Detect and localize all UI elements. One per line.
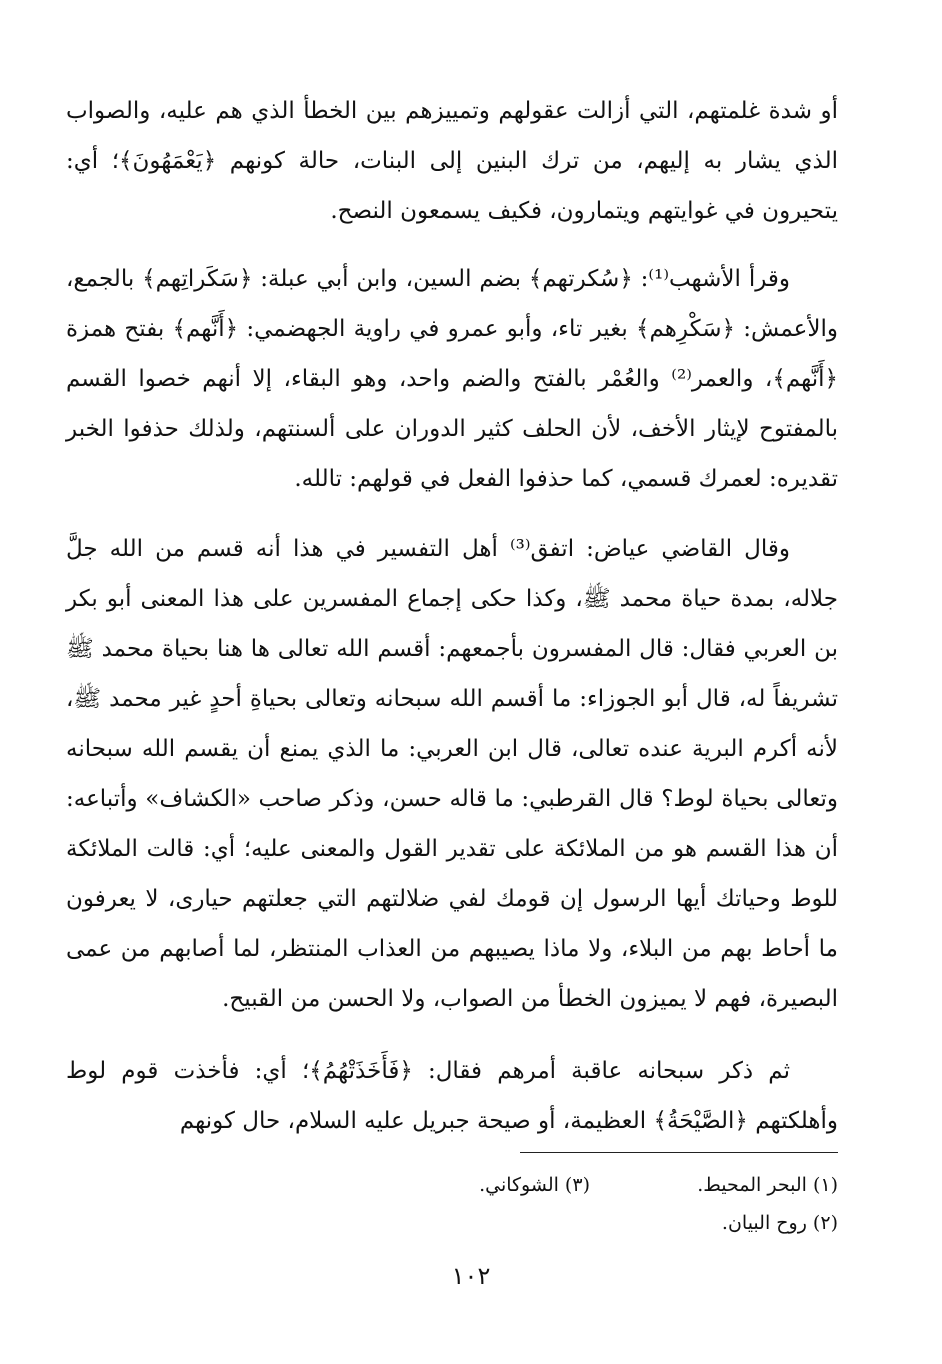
footnote-row-2 — [278, 1204, 838, 1242]
paragraph-2: وقرأ الأشهب⁽¹⁾: ﴿سُكرتهم﴾ بضم السين، وابن أبي عبلة: ﴿سَكَراتِهم﴾ بالجمع، والأعمش: ﴿سَكْرِهم﴾ بغير تاء، وأبو عمرو في راوية الجهضمي: ﴿أَنَّهم﴾ بفتح همزة ﴿أَنَّهم﴾، والعمر⁽²⁾ والعُمْر بالفتح والضم واحد، وهو البقاء، إلا أنهم خصوا القسم بالمفتوح لإيثار الأخف، لأن الحلف كثير الدوران على ألسنتهم، ولذلك حذفوا الخبر تقديره: لعمرك قسمي، كما حذفوا الفعل في قولهم: تالله. — [66, 266, 839, 492]
paragraph-4: ثم ذكر سبحانه عاقبة أمرهم فقال: ﴿فَأَخَذَتْهُمُ﴾؛ أي: فأخذت قوم لوط وأهلكتهم ﴿الصَّيْحَةُ﴾ العظيمة، أو صيحة جبريل عليه السلام، حال كونهم — [66, 1058, 838, 1134]
paragraph-1: أو شدة غلمتهم، التي أزالت عقولهم وتمييزهم بين الخطأ الذي هم عليه، والصواب الذي يشار به إليهم، من ترك البنين إلى البنات، حالة كونهم ﴿يَعْمَهُونَ﴾؛ أي: يتحيرون في غوايتهم ويتمارون، فكيف يسمعون النصح. — [66, 98, 838, 224]
footnote-divider — [520, 1152, 838, 1153]
footnote-1: (١) البحر المحيط. — [697, 1174, 838, 1196]
footnotes — [278, 1166, 838, 1242]
paragraph-3: وقال القاضي عياض: اتفق⁽³⁾ أهل التفسير في هذا أنه قسم من الله جلَّ جلاله، بمدة حياة محمد ﷺ، وكذا حكى إجماع المفسرين على هذا المعنى أبو بكر بن العربي فقال: قال المفسرون بأجمعهم: أقسم الله تعالى ها هنا بحياة محمد ﷺ تشريفاً له، قال أبو الجوزاء: ما أقسم الله سبحانه وتعالى بحياةِ أحدٍ غير محمد ﷺ، لأنه أكرم البرية عنده تعالى، قال ابن العربي: ما الذي يمنع أن يقسم الله سبحانه وتعالى بحياة لوط؟ قال القرطبي: ما قاله حسن، وذكر صاحب «الكشاف» وأتباعه: أن هذا القسم هو من الملائكة على تقدير القول والمعنى عليه؛ أي: قالت الملائكة للوط وحياتك أيها الرسول إن قومك لفي ضلالتهم التي جعلتهم حيارى، لا يعرفون ما أحاط بهم من البلاء، ولا ماذا يصيبهم من العذاب المنتظر، لما أصابهم من عمى البصيرة، فهم لا يميزون الخطأ من الصواب، ولا الحسن من القبيح. — [66, 536, 838, 1012]
footnote-3: (٣) الشوكاني. — [479, 1174, 590, 1196]
footnote-2: (٢) روح البيان. — [721, 1212, 838, 1234]
footnote-row-1 — [278, 1166, 838, 1204]
page-number: ١٠٢ — [451, 1262, 491, 1290]
